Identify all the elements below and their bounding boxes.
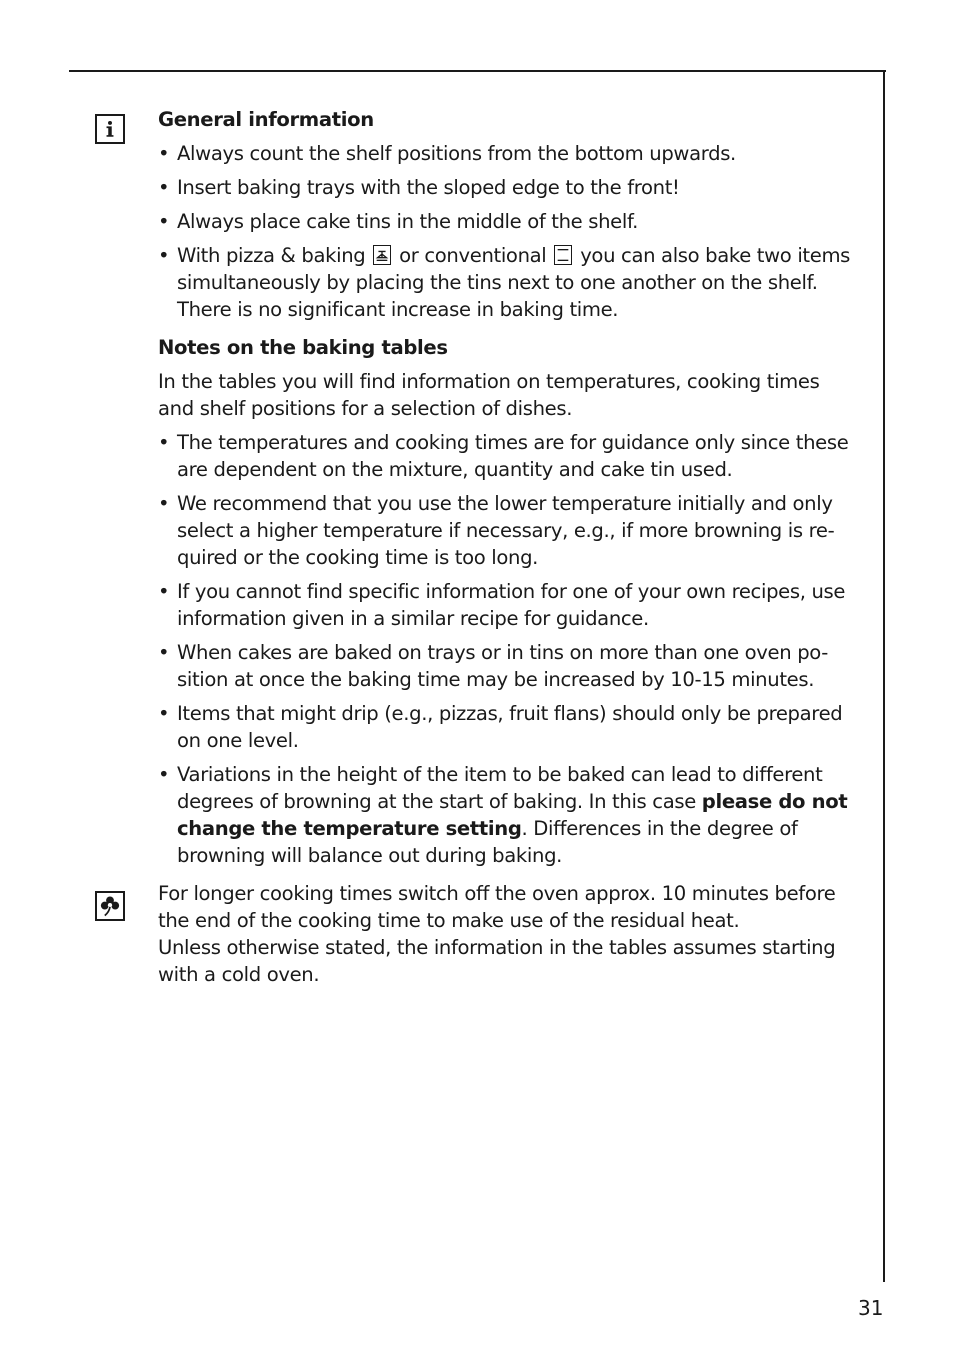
pizza-bullet-text-2: or conventional	[399, 244, 547, 267]
list-item-pizza-baking	[158, 242, 858, 323]
list-item: • Insert baking trays with the sloped edge to the front!	[158, 174, 858, 201]
variations-text-2: . Differences in the degree of browning will balance out during baking.	[177, 817, 798, 867]
list-item: • If you cannot find specific information for one of your own recipes, use information given in a similar recipe for guidance.	[158, 578, 858, 632]
list-item: • Always place cake tins in the middle of the shelf.	[158, 208, 858, 235]
list-item-variations	[158, 761, 858, 869]
general-information-heading: General information	[158, 108, 374, 131]
variations-text-1: Variations in the height of the item to be baked can lead to different degrees of browning at the start of baking. In this case	[177, 763, 823, 813]
notes-intro: In the tables you will find information on temperatures, cooking times and shelf positions for a selection of dishes.	[158, 370, 820, 420]
notes-heading: Notes on the baking tables	[158, 336, 448, 359]
top-rule	[69, 70, 886, 72]
list-item: • When cakes are baked on trays or in tins on more than one oven po-sition at once the baking time may be increased by 10-15 minutes.	[158, 639, 858, 693]
environment-note-1: For longer cooking times switch off the oven approx. 10 minutes before the end of the cooking time to make use of the residual heat.	[158, 882, 836, 932]
info-icon	[95, 114, 125, 144]
list-item: • Always count the shelf positions from the bottom upwards.	[158, 140, 858, 167]
cloverleaf-environment-icon	[95, 891, 125, 921]
variations-bold-text: please do not change the temperature setting	[177, 790, 848, 840]
pizza-bullet-text-3: you can also bake two items simultaneously by placing the tins next to one another on the shelf. There is no significant increase in baking time.	[177, 244, 851, 321]
list-item: • Items that might drip (e.g., pizzas, fruit flans) should only be prepared on one level.	[158, 700, 858, 754]
list-item: • We recommend that you use the lower temperature initially and only select a higher temperature if necessary, e.g., if more browning is re-quired or the cooking time is too long.	[158, 490, 858, 571]
conventional-heating-symbol-icon	[554, 245, 572, 265]
main-content	[158, 106, 858, 988]
pizza-baking-symbol-icon	[373, 245, 391, 265]
environment-note-2: Unless otherwise stated, the information in the tables assumes starting with a cold oven.	[158, 936, 836, 986]
pizza-bullet-text-1: With pizza & baking	[177, 244, 366, 267]
right-margin-rule	[883, 70, 885, 1282]
list-item: • The temperatures and cooking times are for guidance only since these are dependent on the mixture, quantity and cake tin used.	[158, 429, 858, 483]
page-number: 31	[858, 1296, 884, 1320]
